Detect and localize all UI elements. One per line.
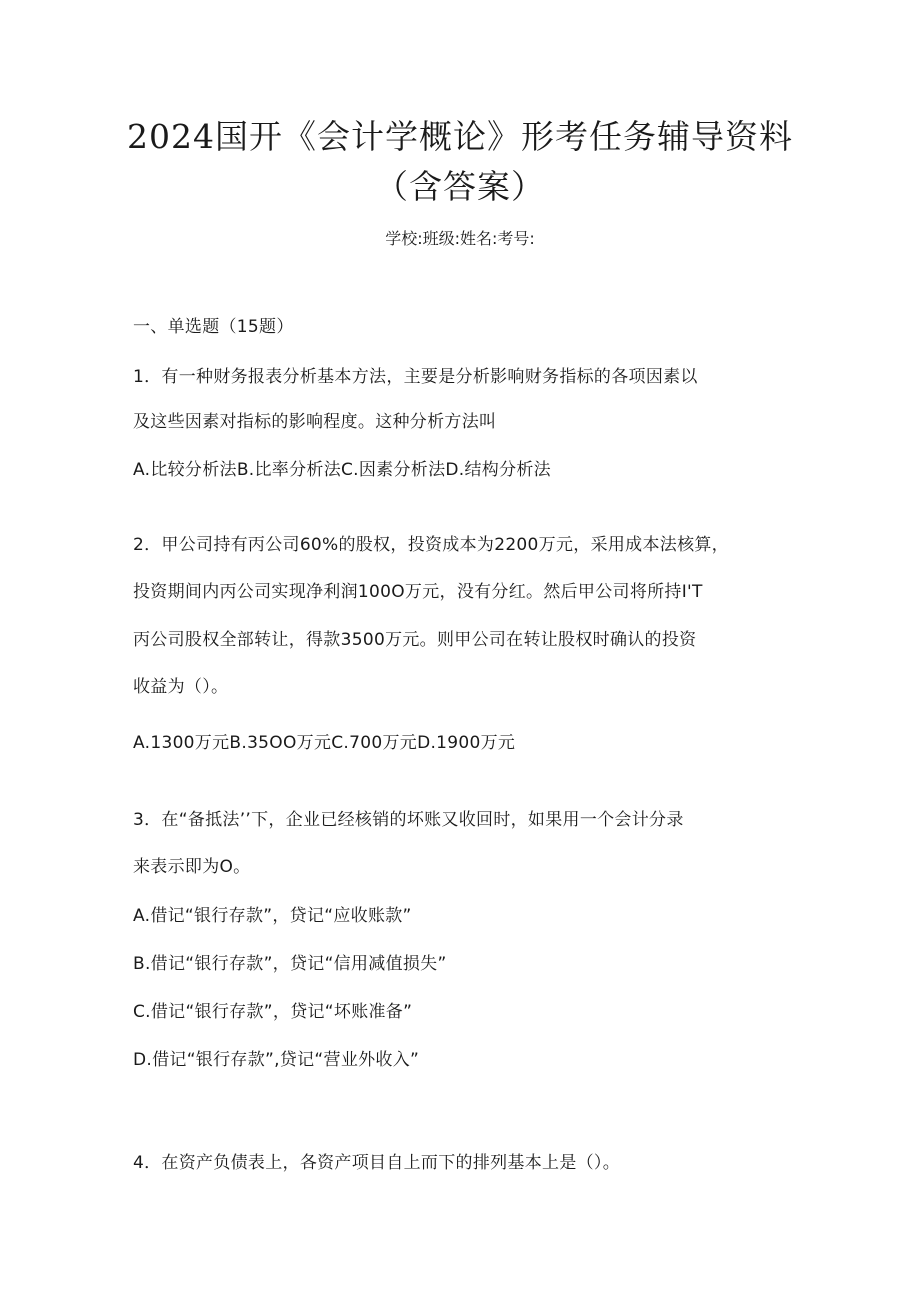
- question-2-stem-line-2: 投资期间内丙公司实现净利润100O万元，没有分红。然后甲公司将所持I'T: [133, 582, 703, 602]
- document-title-line-1: 2024国开《会计学概论》形考任务辅导资料: [127, 117, 793, 156]
- question-3-stem-line-2: 来表示即为O。: [133, 857, 251, 877]
- document-title-line-2: （含答案）: [375, 167, 545, 206]
- student-info-line: 学校:班级:姓名:考号:: [385, 229, 535, 248]
- question-3-stem-line-1: 3．在“备抵法’’下，企业已经核销的坏账又收回时，如果用一个会计分录: [133, 810, 684, 830]
- question-1-stem-line-1: 1．有一种财务报表分析基本方法，主要是分析影响财务指标的各项因素以: [133, 367, 698, 387]
- question-2-stem-line-1: 2．甲公司持有丙公司60%的股权，投资成本为2200万元，采用成本法核算，: [133, 535, 729, 555]
- question-3-option-b: B.借记“银行存款”，贷记“信用减值损失”: [133, 954, 447, 974]
- question-4-stem-line-1: 4．在资产负债表上，各资产项目自上而下的排列基本上是（）。: [133, 1153, 621, 1173]
- question-2-stem-line-3: 丙公司股权全部转让，得款3500万元。则甲公司在转让股权时确认的投资: [133, 630, 697, 650]
- question-2-stem-line-4: 收益为（）。: [133, 677, 229, 697]
- question-1-stem-line-2: 及这些因素对指标的影响程度。这种分析方法叫: [133, 412, 497, 432]
- question-3-option-c: C.借记“银行存款”，贷记“坏账准备”: [133, 1002, 413, 1022]
- question-3-option-d: D.借记“银行存款”,贷记“营业外收入”: [133, 1050, 420, 1070]
- question-2-options: A.1300万元B.35OO万元C.700万元D.1900万元: [133, 733, 516, 753]
- question-1-options: A.比较分析法B.比率分析法C.因素分析法D.结构分析法: [133, 460, 551, 480]
- section-heading: 一、单选题（15题）: [133, 317, 294, 337]
- question-3-option-a: A.借记“银行存款”，贷记“应收账款”: [133, 906, 412, 926]
